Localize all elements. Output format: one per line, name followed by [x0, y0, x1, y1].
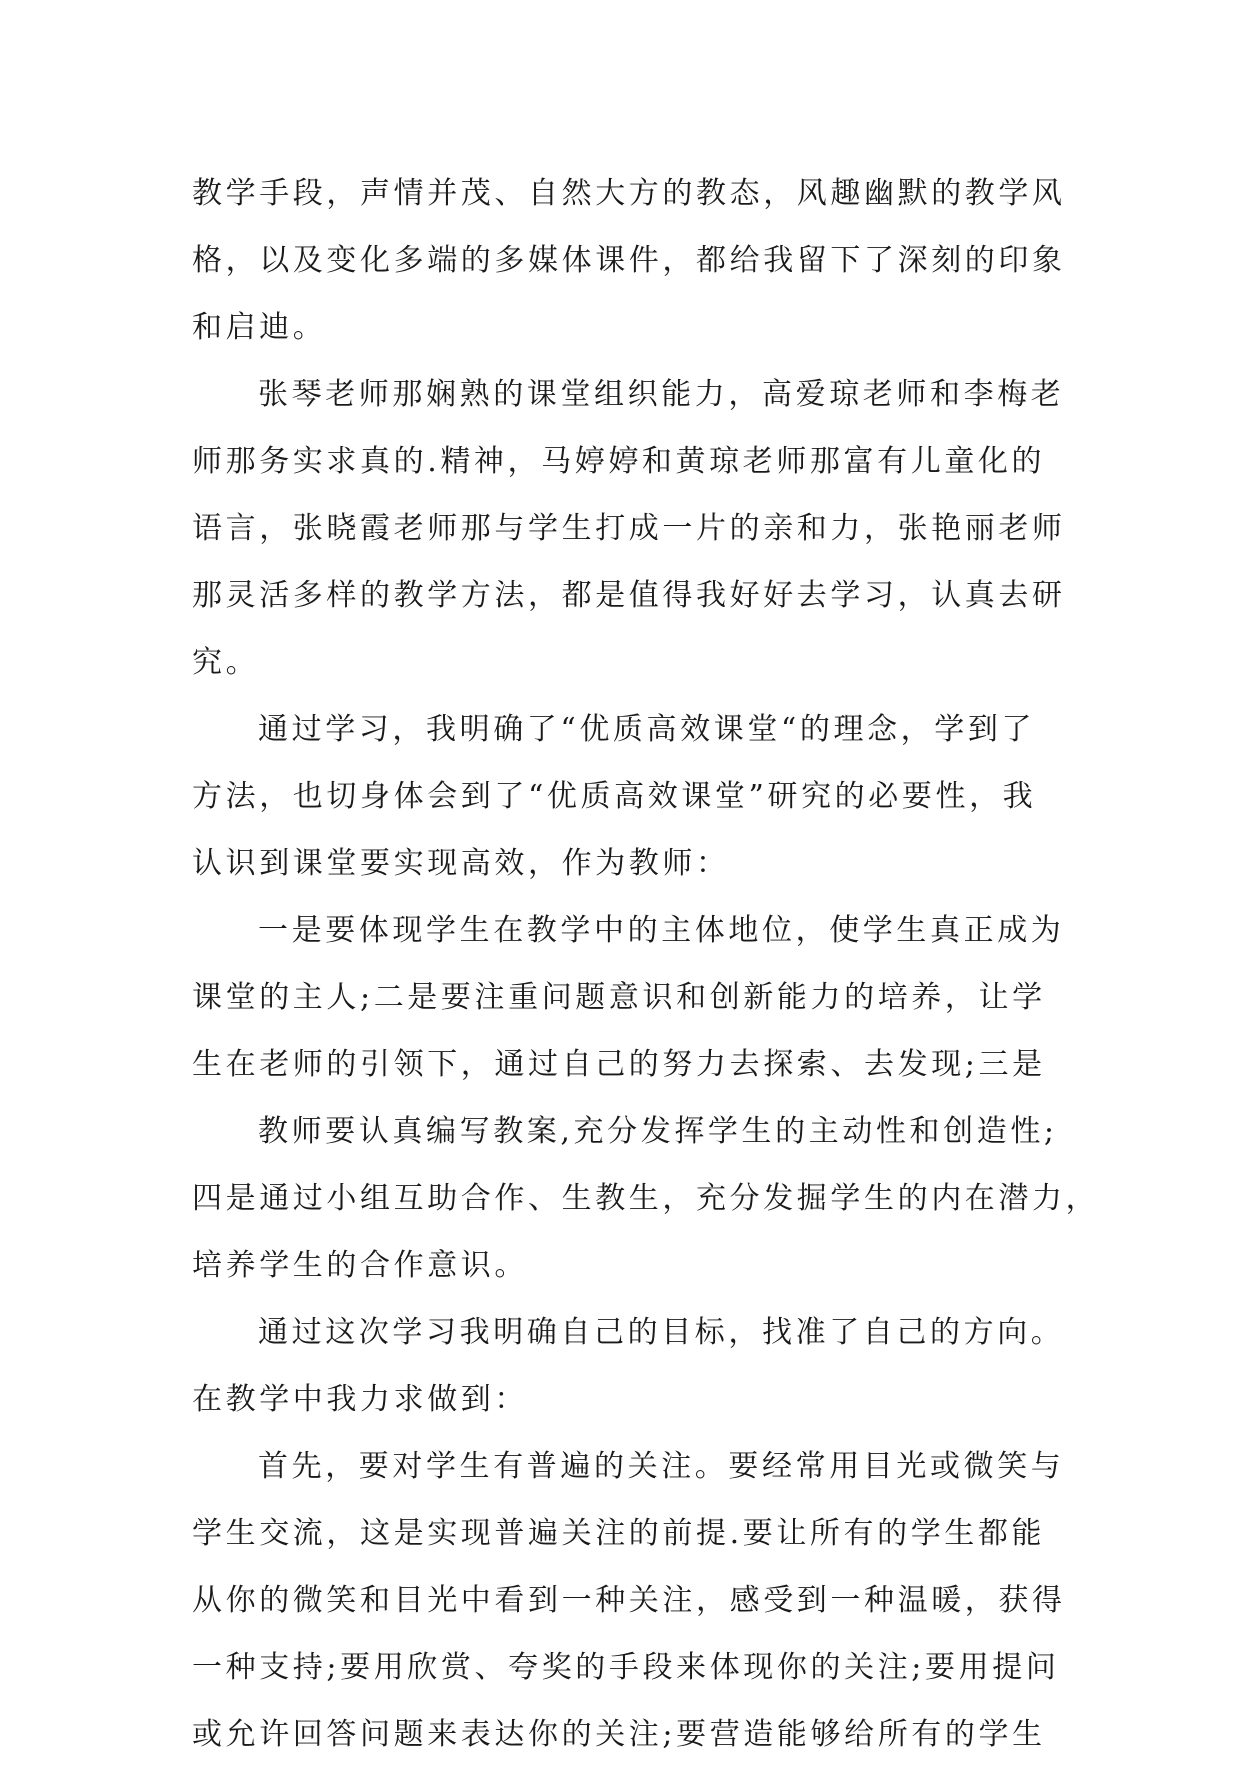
text-line: 四是通过小组互助合作、生教生，充分发掘学生的内在潜力， [192, 1181, 1100, 1216]
text-line: 那灵活多样的教学方法，都是值得我好好去学习，认真去研 [192, 578, 1066, 613]
text-line: 方法，也切身体会到了“优质高效课堂”研究的必要性，我 [192, 779, 1037, 814]
text-line: 课堂的主人;二是要注重问题意识和创新能力的培养，让学 [192, 980, 1046, 1015]
text-line: 教学手段，声情并茂、自然大方的教态，风趣幽默的教学风 [192, 176, 1066, 211]
text-line: 学生交流，这是实现普遍关注的前提.要让所有的学生都能 [192, 1516, 1046, 1551]
text-line: 从你的微笑和目光中看到一种关注，感受到一种温暖，获得 [192, 1583, 1066, 1618]
paragraph-first-line: 一是要体现学生在教学中的主体地位，使学生真正成为 [258, 913, 1065, 948]
paragraph-first-line: 首先，要对学生有普遍的关注。要经常用目光或微笑与 [258, 1449, 1065, 1484]
text-line: 师那务实求真的.精神，马婷婷和黄琼老师那富有儿童化的 [192, 444, 1046, 479]
text-line: 格，以及变化多端的多媒体课件，都给我留下了深刻的印象 [192, 243, 1066, 278]
text-line: 认识到课堂要实现高效，作为教师： [192, 846, 730, 881]
paragraph-first-line: 教师要认真编写教案,充分发挥学生的主动性和创造性; [258, 1114, 1058, 1149]
text-line: 究。 [192, 645, 260, 680]
text-line: 培养学生的合作意识。 [192, 1248, 528, 1283]
text-line: 和启迪。 [192, 310, 327, 345]
text-line: 在教学中我力求做到： [192, 1382, 528, 1417]
text-line: 语言，张晓霞老师那与学生打成一片的亲和力，张艳丽老师 [192, 511, 1066, 546]
paragraph-first-line: 通过学习，我明确了“优质高效课堂“的理念，学到了 [258, 712, 1036, 747]
text-line: 生在老师的引领下，通过自己的努力去探索、去发现;三是 [192, 1047, 1046, 1082]
body-text [192, 160, 1100, 1768]
text-line: 或允许回答问题来表达你的关注;要营造能够给所有的学生 [192, 1717, 1046, 1752]
text-line: 一种支持;要用欣赏、夸奖的手段来体现你的关注;要用提问 [192, 1650, 1060, 1685]
paragraph-first-line: 通过这次学习我明确自己的目标，找准了自己的方向。 [258, 1315, 1065, 1350]
paragraph-first-line: 张琴老师那娴熟的课堂组织能力，高爱琼老师和李梅老 [258, 377, 1065, 412]
